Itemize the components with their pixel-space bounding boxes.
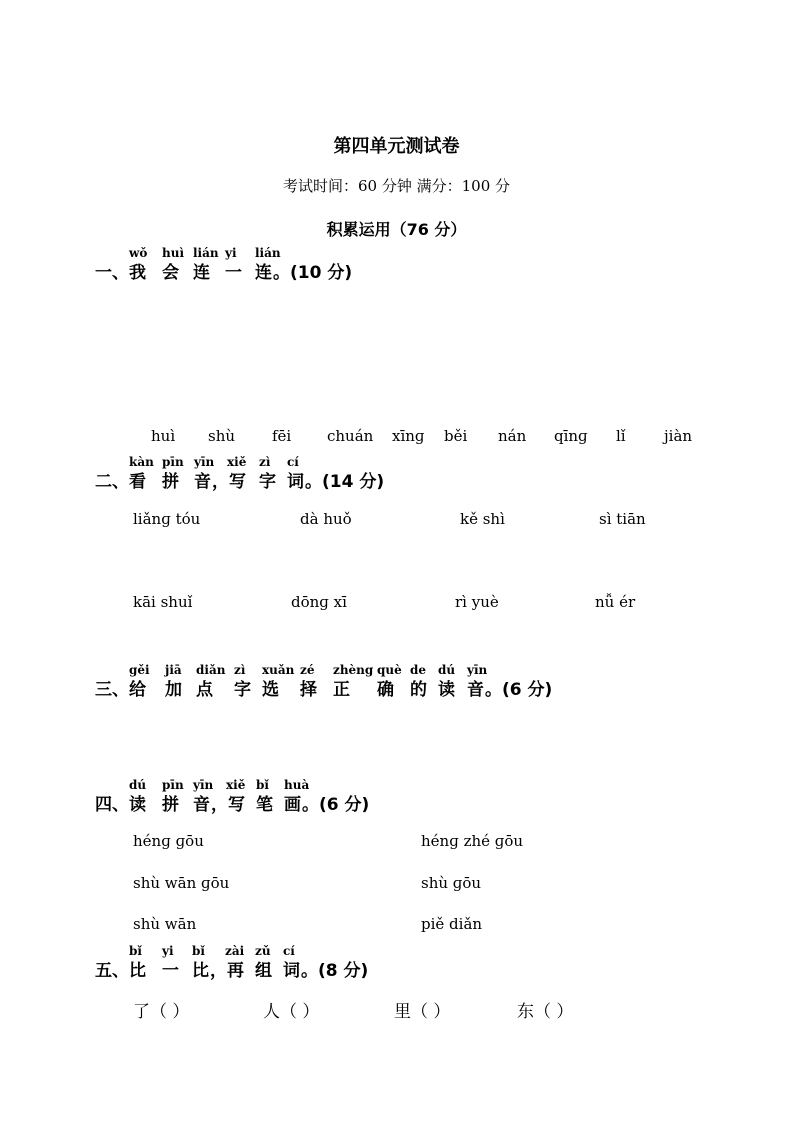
pinyin: xiě <box>227 455 247 469</box>
hanzi: 音 <box>467 680 484 700</box>
hanzi: 确 <box>377 680 394 700</box>
pinyin: yīn <box>194 455 215 469</box>
pinyin-words-row-1 <box>0 510 793 532</box>
char-with-pinyin <box>255 246 281 283</box>
char-with-pinyin <box>287 455 305 492</box>
pinyin: cí <box>283 944 295 958</box>
page-title: 第四单元测试卷 <box>333 136 460 157</box>
pinyin: què <box>377 663 402 677</box>
pinyin-word: liǎnɡ tóu <box>133 510 201 528</box>
hanzi: 我 <box>129 263 146 283</box>
hanzi: 词 <box>287 472 304 492</box>
question-4-heading <box>95 778 370 815</box>
pinyin: zì <box>259 455 271 469</box>
question-number: 五、 <box>95 961 129 981</box>
stroke-row-1 <box>0 832 793 854</box>
pinyin: yi <box>162 944 174 958</box>
question-number: 三、 <box>95 680 129 700</box>
pinyin: yi <box>225 246 237 260</box>
pinyin: huà <box>284 778 310 792</box>
pinyin: xiě <box>226 778 246 792</box>
hanzi: 音 <box>194 472 211 492</box>
pinyin-option: huì <box>151 427 176 445</box>
pinyin: lián <box>193 246 219 260</box>
char-with-pinyin <box>162 778 193 815</box>
char-with-pinyin <box>377 663 410 700</box>
part-heading: 积累运用（76 分） <box>326 220 467 239</box>
char-with-pinyin <box>467 663 488 700</box>
pinyin-option: shù <box>208 427 236 445</box>
pinyin-options-row <box>0 427 793 449</box>
hanzi: ，写 <box>212 472 246 492</box>
pinyin: zài <box>225 944 245 958</box>
word-blank: 人（ ） <box>263 1002 320 1022</box>
pinyin: yīn <box>467 663 488 677</box>
hanzi: 组 <box>255 961 272 981</box>
hanzi: 比 <box>129 961 146 981</box>
question-5-heading <box>95 944 369 981</box>
pinyin: dú <box>438 663 456 677</box>
hanzi: 读 <box>438 680 455 700</box>
char-with-pinyin <box>410 663 438 700</box>
char-with-pinyin <box>300 663 333 700</box>
hanzi: 比 <box>192 961 209 981</box>
char-with-pinyin <box>129 246 162 283</box>
hanzi: 看 <box>129 472 146 492</box>
hanzi: 字 <box>234 680 251 700</box>
pinyin: zǔ <box>255 944 271 958</box>
pinyin-option: běi <box>444 427 468 445</box>
hanzi: 词 <box>283 961 300 981</box>
pinyin-option: lǐ <box>616 427 626 445</box>
pinyin: huì <box>162 246 185 260</box>
pinyin-words-row-2 <box>0 593 793 615</box>
pinyin-option: chuán <box>327 427 374 445</box>
char-with-pinyin <box>165 663 196 700</box>
char-with-pinyin <box>256 778 284 815</box>
stroke-name: shù wān <box>133 915 197 933</box>
char-with-pinyin <box>192 944 210 981</box>
pinyin-word: rì yuè <box>455 593 499 611</box>
hanzi: 连 <box>255 263 272 283</box>
pinyin-option: fēi <box>272 427 292 445</box>
question-1-heading <box>95 246 353 283</box>
pinyin: dú <box>129 778 147 792</box>
pinyin-option: xīnɡ <box>392 427 425 445</box>
char-with-pinyin <box>129 663 165 700</box>
pinyin: zé <box>300 663 315 677</box>
char-with-pinyin <box>283 944 301 981</box>
char-with-pinyin <box>196 663 234 700</box>
char-with-pinyin <box>284 778 310 815</box>
hanzi: 拼 <box>162 795 179 815</box>
pinyin-word: nǚ ér <box>595 593 636 611</box>
question-2-heading <box>95 455 385 492</box>
hanzi: 正 <box>333 680 350 700</box>
hanzi: 读 <box>129 795 146 815</box>
hanzi: ，再 <box>210 961 244 981</box>
hanzi: 选 <box>262 680 279 700</box>
score-note: 。(6 分) <box>302 795 370 815</box>
char-with-pinyin <box>259 455 287 492</box>
char-with-pinyin <box>193 778 214 815</box>
hanzi: 笔 <box>256 795 273 815</box>
question-number: 二、 <box>95 472 129 492</box>
char-with-pinyin <box>129 778 162 815</box>
stroke-row-2 <box>0 874 793 896</box>
hanzi: 给 <box>129 680 146 700</box>
hanzi: 会 <box>162 263 179 283</box>
pinyin: lián <box>255 246 281 260</box>
pinyin: xuǎn <box>262 663 295 677</box>
char-with-pinyin <box>210 944 255 981</box>
hanzi: 的 <box>410 680 427 700</box>
char-with-pinyin <box>225 246 255 283</box>
pinyin: de <box>410 663 427 677</box>
hanzi: 连 <box>193 263 210 283</box>
hanzi: 择 <box>300 680 317 700</box>
pinyin-word: sì tiān <box>599 510 646 528</box>
word-blank: 东（ ） <box>517 1002 574 1022</box>
stroke-name: hénɡ zhé ɡōu <box>421 832 524 850</box>
char-with-pinyin <box>193 246 225 283</box>
word-blank: 了（ ） <box>133 1002 190 1022</box>
char-with-pinyin <box>162 455 194 492</box>
char-with-pinyin <box>194 455 215 492</box>
pinyin: diǎn <box>196 663 226 677</box>
pinyin: pīn <box>162 778 184 792</box>
hanzi: 点 <box>196 680 213 700</box>
hanzi: 画 <box>284 795 301 815</box>
stroke-name: piě diǎn <box>421 915 483 933</box>
hanzi: 音 <box>193 795 210 815</box>
char-with-pinyin <box>129 455 162 492</box>
pinyin: bǐ <box>129 944 142 958</box>
hanzi: ，写 <box>211 795 245 815</box>
stroke-name: hénɡ ɡōu <box>133 832 204 850</box>
char-with-pinyin <box>333 663 377 700</box>
pinyin: pīn <box>162 455 184 469</box>
pinyin: kàn <box>129 455 154 469</box>
hanzi: 一 <box>225 263 242 283</box>
hanzi: 一 <box>162 961 179 981</box>
exam-info: 考试时间：60 分钟 满分：100 分 <box>282 177 511 195</box>
pinyin-word: dōnɡ xī <box>291 593 347 611</box>
pinyin: cí <box>287 455 299 469</box>
question-number: 四、 <box>95 795 129 815</box>
char-with-pinyin <box>262 663 300 700</box>
char-with-pinyin <box>162 944 192 981</box>
hanzi: 拼 <box>162 472 179 492</box>
char-with-pinyin <box>255 944 283 981</box>
score-note: 。(8 分) <box>301 961 369 981</box>
char-with-pinyin <box>234 663 262 700</box>
char-with-pinyin <box>129 944 162 981</box>
hanzi: 字 <box>259 472 276 492</box>
char-with-pinyin <box>212 455 259 492</box>
question-number: 一、 <box>95 263 129 283</box>
pinyin-option: jiàn <box>664 427 693 445</box>
hanzi: 加 <box>165 680 182 700</box>
pinyin: jiā <box>165 663 182 677</box>
question-3-heading <box>95 663 553 700</box>
pinyin: gěi <box>129 663 150 677</box>
score-note: 。(14 分) <box>305 472 385 492</box>
pinyin-word: kāi shuǐ <box>133 593 193 611</box>
pinyin-word: dà huǒ <box>300 510 352 528</box>
stroke-name: shù ɡōu <box>421 874 482 892</box>
stroke-row-3 <box>0 915 793 937</box>
char-with-pinyin <box>211 778 256 815</box>
pinyin: bǐ <box>256 778 269 792</box>
pinyin: yīn <box>193 778 214 792</box>
pinyin: zì <box>234 663 246 677</box>
pinyin-word: kě shì <box>460 510 505 528</box>
stroke-name: shù wān ɡōu <box>133 874 230 892</box>
char-with-pinyin <box>438 663 467 700</box>
char-with-pinyin <box>162 246 193 283</box>
pinyin-option: qīnɡ <box>554 427 588 445</box>
pinyin: wǒ <box>129 246 148 260</box>
pinyin: zhèng <box>333 663 374 677</box>
score-note: 。(6 分) <box>485 680 553 700</box>
pinyin: bǐ <box>192 944 205 958</box>
score-note: 。(10 分) <box>273 263 353 283</box>
word-blank: 里（ ） <box>394 1002 451 1022</box>
pinyin-option: nán <box>498 427 527 445</box>
